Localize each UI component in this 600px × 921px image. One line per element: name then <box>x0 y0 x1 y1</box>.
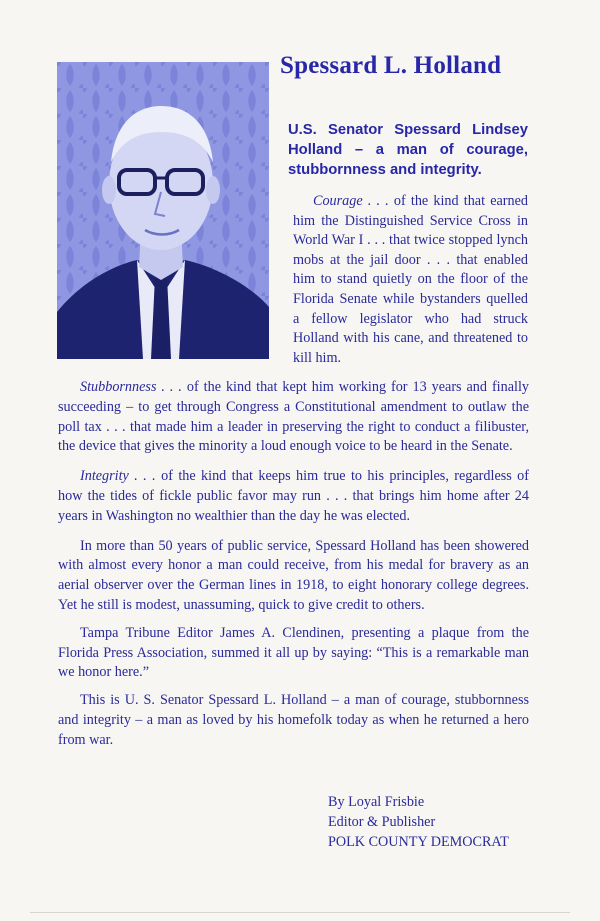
tribune-paragraph: Tampa Tribune Editor James A. Clendinen, presenting a plaque from the Florida Press Association, summed it all up by saying: “This is a remarkable man we honor here.” <box>58 624 529 681</box>
courage-lead: Courage . . . <box>313 193 389 209</box>
portrait-photo <box>57 62 269 359</box>
signature-role: Editor & Publisher <box>328 814 436 830</box>
courage-paragraph <box>293 192 528 368</box>
signature-block <box>328 792 568 852</box>
portrait-illustration <box>57 62 269 359</box>
page-title: Spessard L. Holland <box>280 52 502 79</box>
integrity-paragraph <box>58 467 529 526</box>
integrity-text: of the kind that keeps him true to his principles, regardless of how the tides of fickle public favor may run . . . that brings him home after 24 years in Washington no wealthier than the day he was elected. <box>58 468 529 524</box>
signature-author: By Loyal Frisbie <box>328 794 425 810</box>
closing-paragraph: This is U. S. Senator Spessard L. Holland – a man of courage, stubbornness and integrity – a man as loved by his homefolk today as when he returned a hero from war. <box>58 692 529 748</box>
article-body <box>58 378 529 761</box>
subtitle: U.S. Senator Spessard Lindsey Holland – a man of courage, stubbornness and integrity. <box>288 122 528 178</box>
service-paragraph: In more than 50 years of public service, Spessard Holland has been showered with almost every honor a man could receive, from his medal for bravery as an aerial observer over the German lines in 1918, to eight honorary college degrees. Yet he still is modest, unassuming, quick to give credit to others. <box>58 537 529 613</box>
courage-text: of the kind that earned him the Distinguished Service Cross in World War I . . . that twice stopped lynch mobs at the jail door . . . that enabled him to stand quietly on the floor of the Florida Senate while bystanders quelled a fellow legislator who had struck Holland with his cane, and threatened to kill him. <box>293 193 528 366</box>
stubbornness-text: of the kind that kept him working for 13 years and finally succeeding – to get through Congress a Constitutional amendment to outlaw the poll tax . . . that made him a leader in preserving the right to conduct a filibuster, the device that gives the minority a loud enough voice to be heard in the Senate. <box>58 379 529 455</box>
integrity-lead: Integrity . . . <box>80 468 156 485</box>
page-edge-divider <box>30 912 570 913</box>
signature-paper: POLK COUNTY DEMOCRAT <box>328 834 509 850</box>
stubbornness-lead: Stubbornness . . . <box>80 379 182 395</box>
stubbornness-paragraph <box>58 378 529 457</box>
